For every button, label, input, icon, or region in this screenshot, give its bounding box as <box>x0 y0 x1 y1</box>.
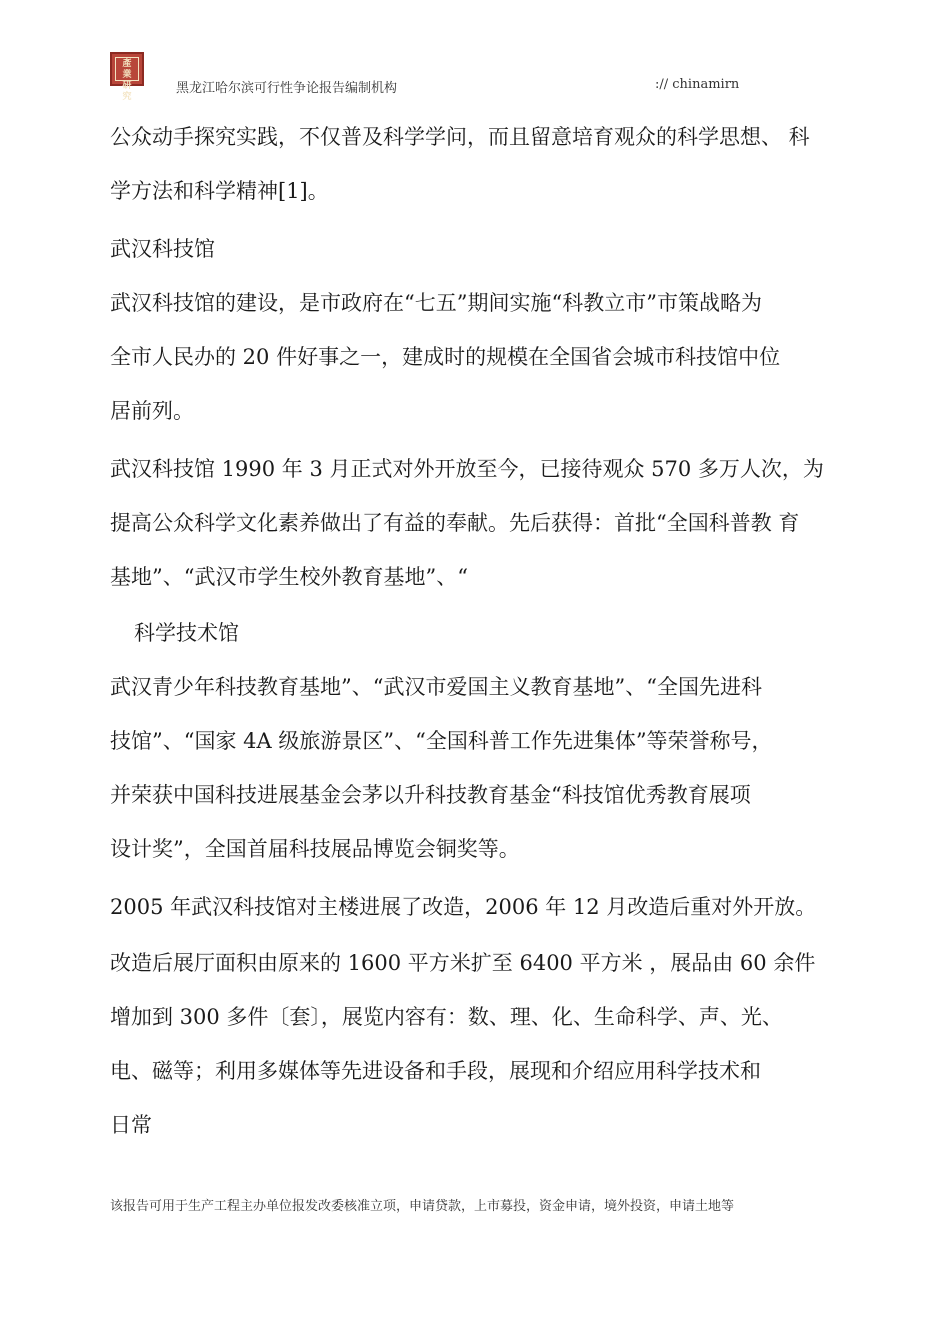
seal-char: 產 <box>122 59 132 69</box>
body-line: 学方法和科学精神[1]。 <box>110 179 329 203</box>
seal-inner <box>115 57 139 102</box>
body-line: 全市人民办的 20 件好事之一，建成时的规模在全国省会城市科技馆中位 <box>110 345 781 369</box>
body-line: 改造后展厅面积由原来的 1600 平方米扩至 6400 平方米 ，展品由 60 余件 <box>110 951 816 975</box>
body-line: 武汉科技馆 1990 年 3 月正式对外开放至今，已接待观众 570 多万人次，为 <box>110 457 824 481</box>
page-footer: 该报告可用于生产工程主办单位报发改委核准立项，申请贷款，上市募投，资金申请，境外投资，申请土地等 <box>110 1199 735 1214</box>
body-line: 武汉科技馆的建设，是市政府在“七五”期间实施“科教立市”市策战略为 <box>110 291 762 315</box>
body-line: 并荣获中国科技进展基金会茅以升科技教育基金“科技馆优秀教育展项 <box>110 783 751 807</box>
body-line: 增加到 300 多件〔套〕，展览内容有：数、理、化、生命科学、声、光、 <box>110 1005 783 1029</box>
body-line: 日常 <box>110 1113 152 1137</box>
body-line: 公众动手探究实践，不仅普及科学学问，而且留意培育观众的科学思想、 科 <box>110 125 810 149</box>
page-header <box>0 0 950 110</box>
body-line: 2005 年武汉科技馆对主楼进展了改造，2006 年 12 月改造后重对外开放。 <box>110 895 817 919</box>
seal-char: 業 <box>122 70 132 80</box>
header-organization: 黑龙江哈尔滨可行性争论报告编制机构 <box>176 81 398 96</box>
seal-char: 究 <box>122 92 132 102</box>
body-line: 武汉青少年科技教育基地”、“武汉市爱国主义教育基地”、“全国先进科 <box>110 675 762 699</box>
seal-logo-icon <box>110 52 144 102</box>
body-line: 技馆”、“国家 4A 级旅游景区”、“全国科普工作先进集体”等荣誉称号， <box>110 729 773 753</box>
section-heading: 科学技术馆 <box>134 621 239 645</box>
section-heading: 武汉科技馆 <box>110 237 215 261</box>
seal-char: 研 <box>122 81 132 91</box>
body-line: 设计奖”，全国首届科技展品博览会铜奖等。 <box>110 837 520 861</box>
body-line: 电、磁等；利用多媒体等先进设备和手段，展现和介绍应用科学技术和 <box>110 1059 761 1083</box>
body-line: 居前列。 <box>110 399 194 423</box>
body-line: 基地”、“武汉市学生校外教育基地”、“ <box>110 565 468 589</box>
header-url: :// chinamirn <box>655 77 740 92</box>
body-line: 提高公众科学文化素养做出了有益的奉献。先后获得：首批“全国科普教 育 <box>110 511 800 535</box>
